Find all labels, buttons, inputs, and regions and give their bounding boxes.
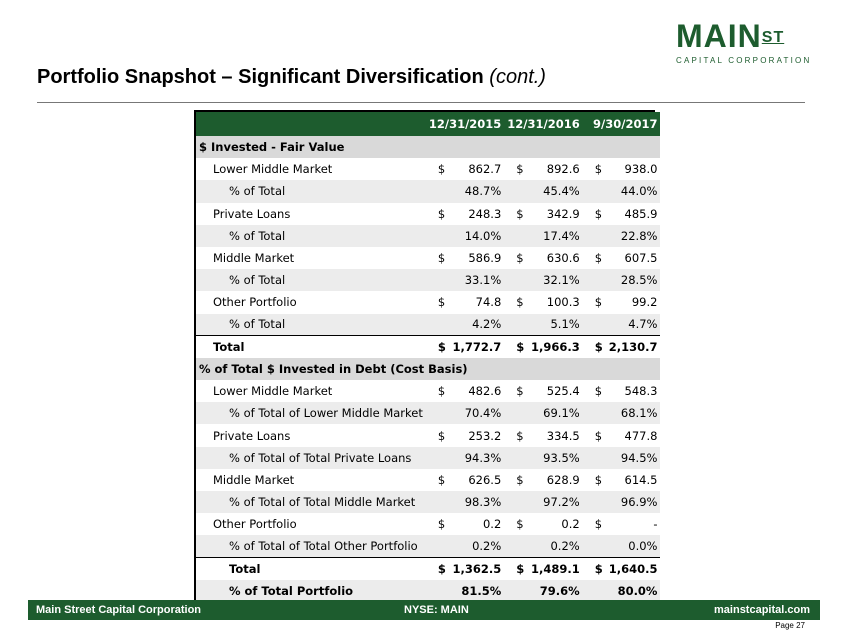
cell-value: 938.0: [606, 158, 661, 180]
currency-symbol: $: [583, 291, 606, 313]
table-row: [196, 314, 660, 336]
footer-website: mainstcapital.com: [714, 604, 810, 616]
table-row: [196, 535, 660, 557]
cell-value: 48.7%: [449, 180, 504, 202]
page-number: Page 27: [775, 621, 805, 630]
currency-symbol: [426, 580, 449, 602]
row-label: Total: [196, 558, 426, 580]
table-row: [196, 469, 660, 491]
currency-symbol: $: [583, 469, 606, 491]
currency-symbol: [504, 225, 527, 247]
currency-symbol: $: [504, 158, 527, 180]
currency-symbol: [583, 225, 606, 247]
currency-symbol: $: [504, 424, 527, 446]
table-row: [196, 269, 660, 291]
main-street-logo: [676, 20, 826, 65]
currency-symbol: $: [426, 291, 449, 313]
cell-value: 98.3%: [449, 491, 504, 513]
cell-value: 614.5: [606, 469, 661, 491]
currency-symbol: [583, 269, 606, 291]
cell-value: 586.9: [449, 247, 504, 269]
total-row: [196, 580, 660, 602]
cell-value: 28.5%: [606, 269, 661, 291]
row-label: % of Total: [196, 225, 426, 247]
currency-symbol: $: [426, 158, 449, 180]
cell-value: 548.3: [606, 380, 661, 402]
cell-value: 892.6: [527, 158, 582, 180]
cell-value: 0.2: [527, 513, 582, 535]
portfolio-table: [194, 110, 658, 604]
page-title-main: Portfolio Snapshot – Significant Diversification: [37, 66, 484, 88]
cell-value: -: [606, 513, 661, 535]
cell-value: 1,489.1: [527, 558, 582, 580]
currency-symbol: [583, 491, 606, 513]
table-header-row: [196, 112, 660, 136]
currency-symbol: [426, 535, 449, 557]
currency-symbol: [504, 535, 527, 557]
cell-value: 74.8: [449, 291, 504, 313]
cell-value: 248.3: [449, 203, 504, 225]
cell-value: 68.1%: [606, 402, 661, 424]
logo-st: ST: [761, 29, 785, 46]
table-body: [196, 136, 660, 602]
cell-value: 0.2%: [449, 535, 504, 557]
cell-value: 100.3: [527, 291, 582, 313]
row-label: % of Total of Total Other Portfolio: [196, 535, 426, 557]
currency-symbol: $: [583, 424, 606, 446]
cell-value: 69.1%: [527, 402, 582, 424]
table-row: [196, 158, 660, 180]
row-label: Private Loans: [196, 203, 426, 225]
currency-symbol: [426, 225, 449, 247]
cell-value: 94.5%: [606, 447, 661, 469]
cell-value: 4.7%: [606, 314, 661, 336]
cell-value: 99.2: [606, 291, 661, 313]
cell-value: 630.6: [527, 247, 582, 269]
cell-value: 79.6%: [527, 580, 582, 602]
currency-symbol: $: [583, 247, 606, 269]
cell-value: 4.2%: [449, 314, 504, 336]
currency-symbol: $: [504, 203, 527, 225]
cell-value: 33.1%: [449, 269, 504, 291]
currency-symbol: $: [426, 380, 449, 402]
cell-value: 628.9: [527, 469, 582, 491]
cell-value: 22.8%: [606, 225, 661, 247]
currency-symbol: [583, 314, 606, 336]
table-row: [196, 225, 660, 247]
table-row: [196, 491, 660, 513]
currency-symbol: [583, 402, 606, 424]
row-label: % of Total: [196, 180, 426, 202]
currency-symbol: $: [504, 247, 527, 269]
currency-symbol: $: [583, 380, 606, 402]
currency-symbol: $: [426, 513, 449, 535]
cell-value: 862.7: [449, 158, 504, 180]
currency-symbol: [426, 447, 449, 469]
cell-value: 0.0%: [606, 535, 661, 557]
cell-value: 94.3%: [449, 447, 504, 469]
footer-bar: [28, 600, 820, 620]
cell-value: 97.2%: [527, 491, 582, 513]
column-header: 9/30/2017: [583, 112, 661, 136]
currency-symbol: [583, 447, 606, 469]
row-label: Other Portfolio: [196, 291, 426, 313]
currency-symbol: [426, 314, 449, 336]
cell-value: 482.6: [449, 380, 504, 402]
currency-symbol: [504, 314, 527, 336]
currency-symbol: [504, 447, 527, 469]
page-title-suffix: (cont.): [489, 66, 546, 88]
currency-symbol: $: [504, 469, 527, 491]
column-header: 12/31/2016: [504, 112, 582, 136]
column-header: 12/31/2015: [426, 112, 504, 136]
currency-symbol: [426, 402, 449, 424]
cell-value: 45.4%: [527, 180, 582, 202]
row-label: % of Total of Total Private Loans: [196, 447, 426, 469]
cell-value: 485.9: [606, 203, 661, 225]
title-divider: [37, 102, 805, 103]
cell-value: 81.5%: [449, 580, 504, 602]
row-label: % of Total: [196, 269, 426, 291]
cell-value: 0.2: [449, 513, 504, 535]
cell-value: 44.0%: [606, 180, 661, 202]
currency-symbol: $: [426, 203, 449, 225]
currency-symbol: $: [583, 513, 606, 535]
row-label: Middle Market: [196, 469, 426, 491]
footer-company: Main Street Capital Corporation: [36, 604, 202, 616]
row-label: Total: [196, 336, 426, 358]
section-header-row: [196, 358, 660, 380]
currency-symbol: $: [504, 513, 527, 535]
currency-symbol: [504, 491, 527, 513]
cell-value: 477.8: [606, 424, 661, 446]
table-row: [196, 180, 660, 202]
total-row: [196, 558, 660, 580]
currency-symbol: [504, 269, 527, 291]
row-label: % of Total Portfolio: [196, 580, 426, 602]
cell-value: 2,130.7: [606, 336, 661, 358]
currency-symbol: $: [426, 469, 449, 491]
row-label: Lower Middle Market: [196, 380, 426, 402]
currency-symbol: $: [426, 424, 449, 446]
currency-symbol: $: [583, 558, 606, 580]
currency-symbol: [426, 491, 449, 513]
row-label: % of Total: [196, 314, 426, 336]
currency-symbol: $: [583, 203, 606, 225]
currency-symbol: $: [504, 336, 527, 358]
currency-symbol: $: [426, 336, 449, 358]
cell-value: 17.4%: [527, 225, 582, 247]
currency-symbol: $: [504, 291, 527, 313]
cell-value: 1,772.7: [449, 336, 504, 358]
cell-value: 253.2: [449, 424, 504, 446]
currency-symbol: [583, 535, 606, 557]
page-title: [37, 66, 546, 89]
cell-value: 334.5: [527, 424, 582, 446]
cell-value: 1,966.3: [527, 336, 582, 358]
table-row: [196, 291, 660, 313]
currency-symbol: $: [583, 158, 606, 180]
currency-symbol: $: [426, 247, 449, 269]
cell-value: 5.1%: [527, 314, 582, 336]
cell-value: 32.1%: [527, 269, 582, 291]
row-label: Private Loans: [196, 424, 426, 446]
currency-symbol: [583, 180, 606, 202]
section-label: $ Invested - Fair Value: [196, 136, 660, 158]
table-row: [196, 424, 660, 446]
currency-symbol: [504, 180, 527, 202]
table-row: [196, 247, 660, 269]
currency-symbol: [426, 180, 449, 202]
cell-value: 1,362.5: [449, 558, 504, 580]
currency-symbol: [426, 269, 449, 291]
logo-subtitle: CAPITAL CORPORATION: [676, 56, 812, 65]
currency-symbol: $: [504, 380, 527, 402]
currency-symbol: $: [504, 558, 527, 580]
table-row: [196, 513, 660, 535]
currency-symbol: [504, 402, 527, 424]
currency-symbol: $: [426, 558, 449, 580]
row-label: % of Total of Lower Middle Market: [196, 402, 426, 424]
logo-wordmark: $MAIN^{ST}$: [676, 18, 785, 54]
cell-value: 70.4%: [449, 402, 504, 424]
cell-value: 525.4: [527, 380, 582, 402]
currency-symbol: $: [583, 336, 606, 358]
row-label: Middle Market: [196, 247, 426, 269]
currency-symbol: [583, 580, 606, 602]
table-row: [196, 380, 660, 402]
cell-value: 342.9: [527, 203, 582, 225]
section-label: % of Total $ Invested in Debt (Cost Basis): [196, 358, 660, 380]
currency-symbol: [504, 580, 527, 602]
row-label: Lower Middle Market: [196, 158, 426, 180]
table-row: [196, 447, 660, 469]
cell-value: 0.2%: [527, 535, 582, 557]
cell-value: 626.5: [449, 469, 504, 491]
section-header-row: [196, 136, 660, 158]
footer-ticker: NYSE: MAIN: [404, 604, 469, 616]
header-blank: [196, 112, 426, 136]
table-row: [196, 203, 660, 225]
table-row: [196, 402, 660, 424]
cell-value: 607.5: [606, 247, 661, 269]
cell-value: 80.0%: [606, 580, 661, 602]
total-row: [196, 336, 660, 358]
cell-value: 93.5%: [527, 447, 582, 469]
cell-value: 14.0%: [449, 225, 504, 247]
row-label: % of Total of Total Middle Market: [196, 491, 426, 513]
cell-value: 96.9%: [606, 491, 661, 513]
row-label: Other Portfolio: [196, 513, 426, 535]
cell-value: 1,640.5: [606, 558, 661, 580]
